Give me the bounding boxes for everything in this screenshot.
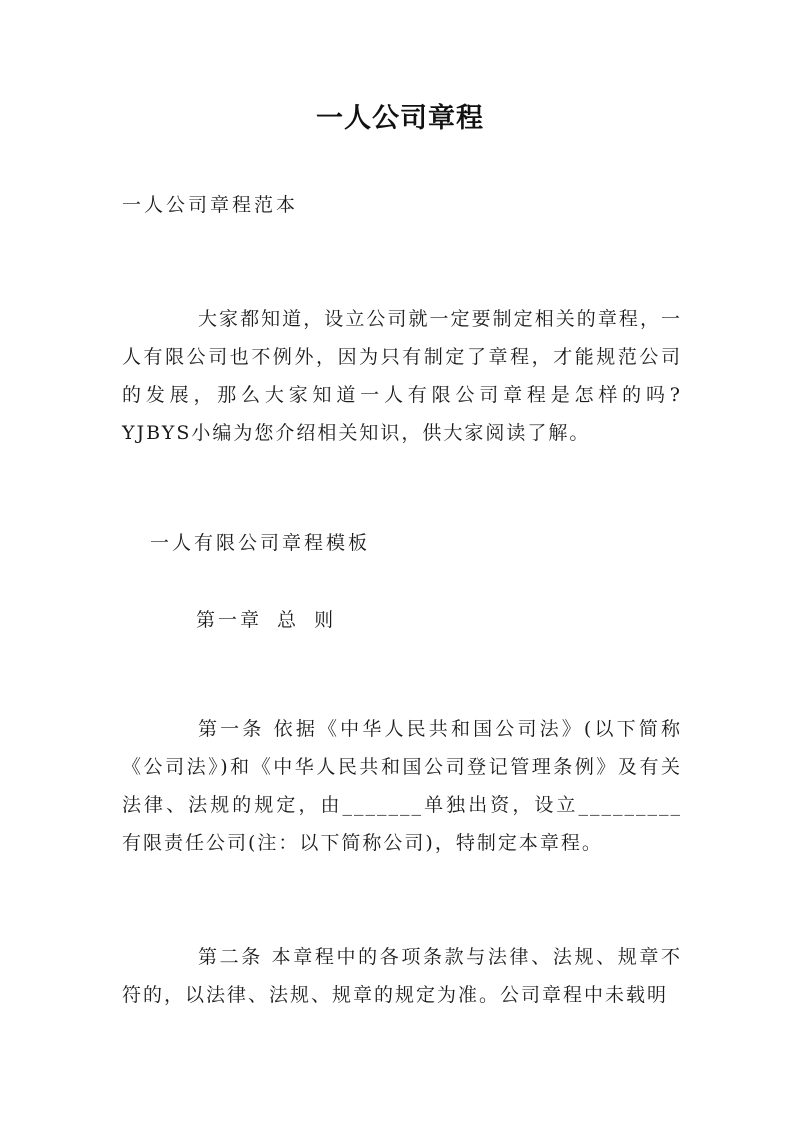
- document-subtitle: 一人公司章程范本: [122, 194, 299, 216]
- article-1-paragraph: 第一条 依据《中华人民共和国公司法》(以下简称《公司法》)和《中华人民共和国公司登记管理条例》及有关法律、法规的规定，由_______单独出资，设立_________有限责任公司(注：以下简称公司)，特制定本章程。: [122, 718, 682, 854]
- template-heading: 一人有限公司章程模板: [150, 532, 371, 554]
- article-2-paragraph: 第二条 本章程中的各项条款与法律、法规、规章不符的，以法律、法规、规章的规定为准。公司章程中未载明: [122, 946, 682, 1006]
- chapter-heading: 第一章 总 则: [196, 609, 337, 631]
- page-title: 一人公司章程: [316, 103, 484, 134]
- intro-paragraph: 大家都知道，设立公司就一定要制定相关的章程，一人有限公司也不例外，因为只有制定了章程，才能规范公司的发展，那么大家知道一人有限公司章程是怎样的吗?YJBYS小编为您介绍相关知识，供大家阅读了解。: [122, 308, 682, 444]
